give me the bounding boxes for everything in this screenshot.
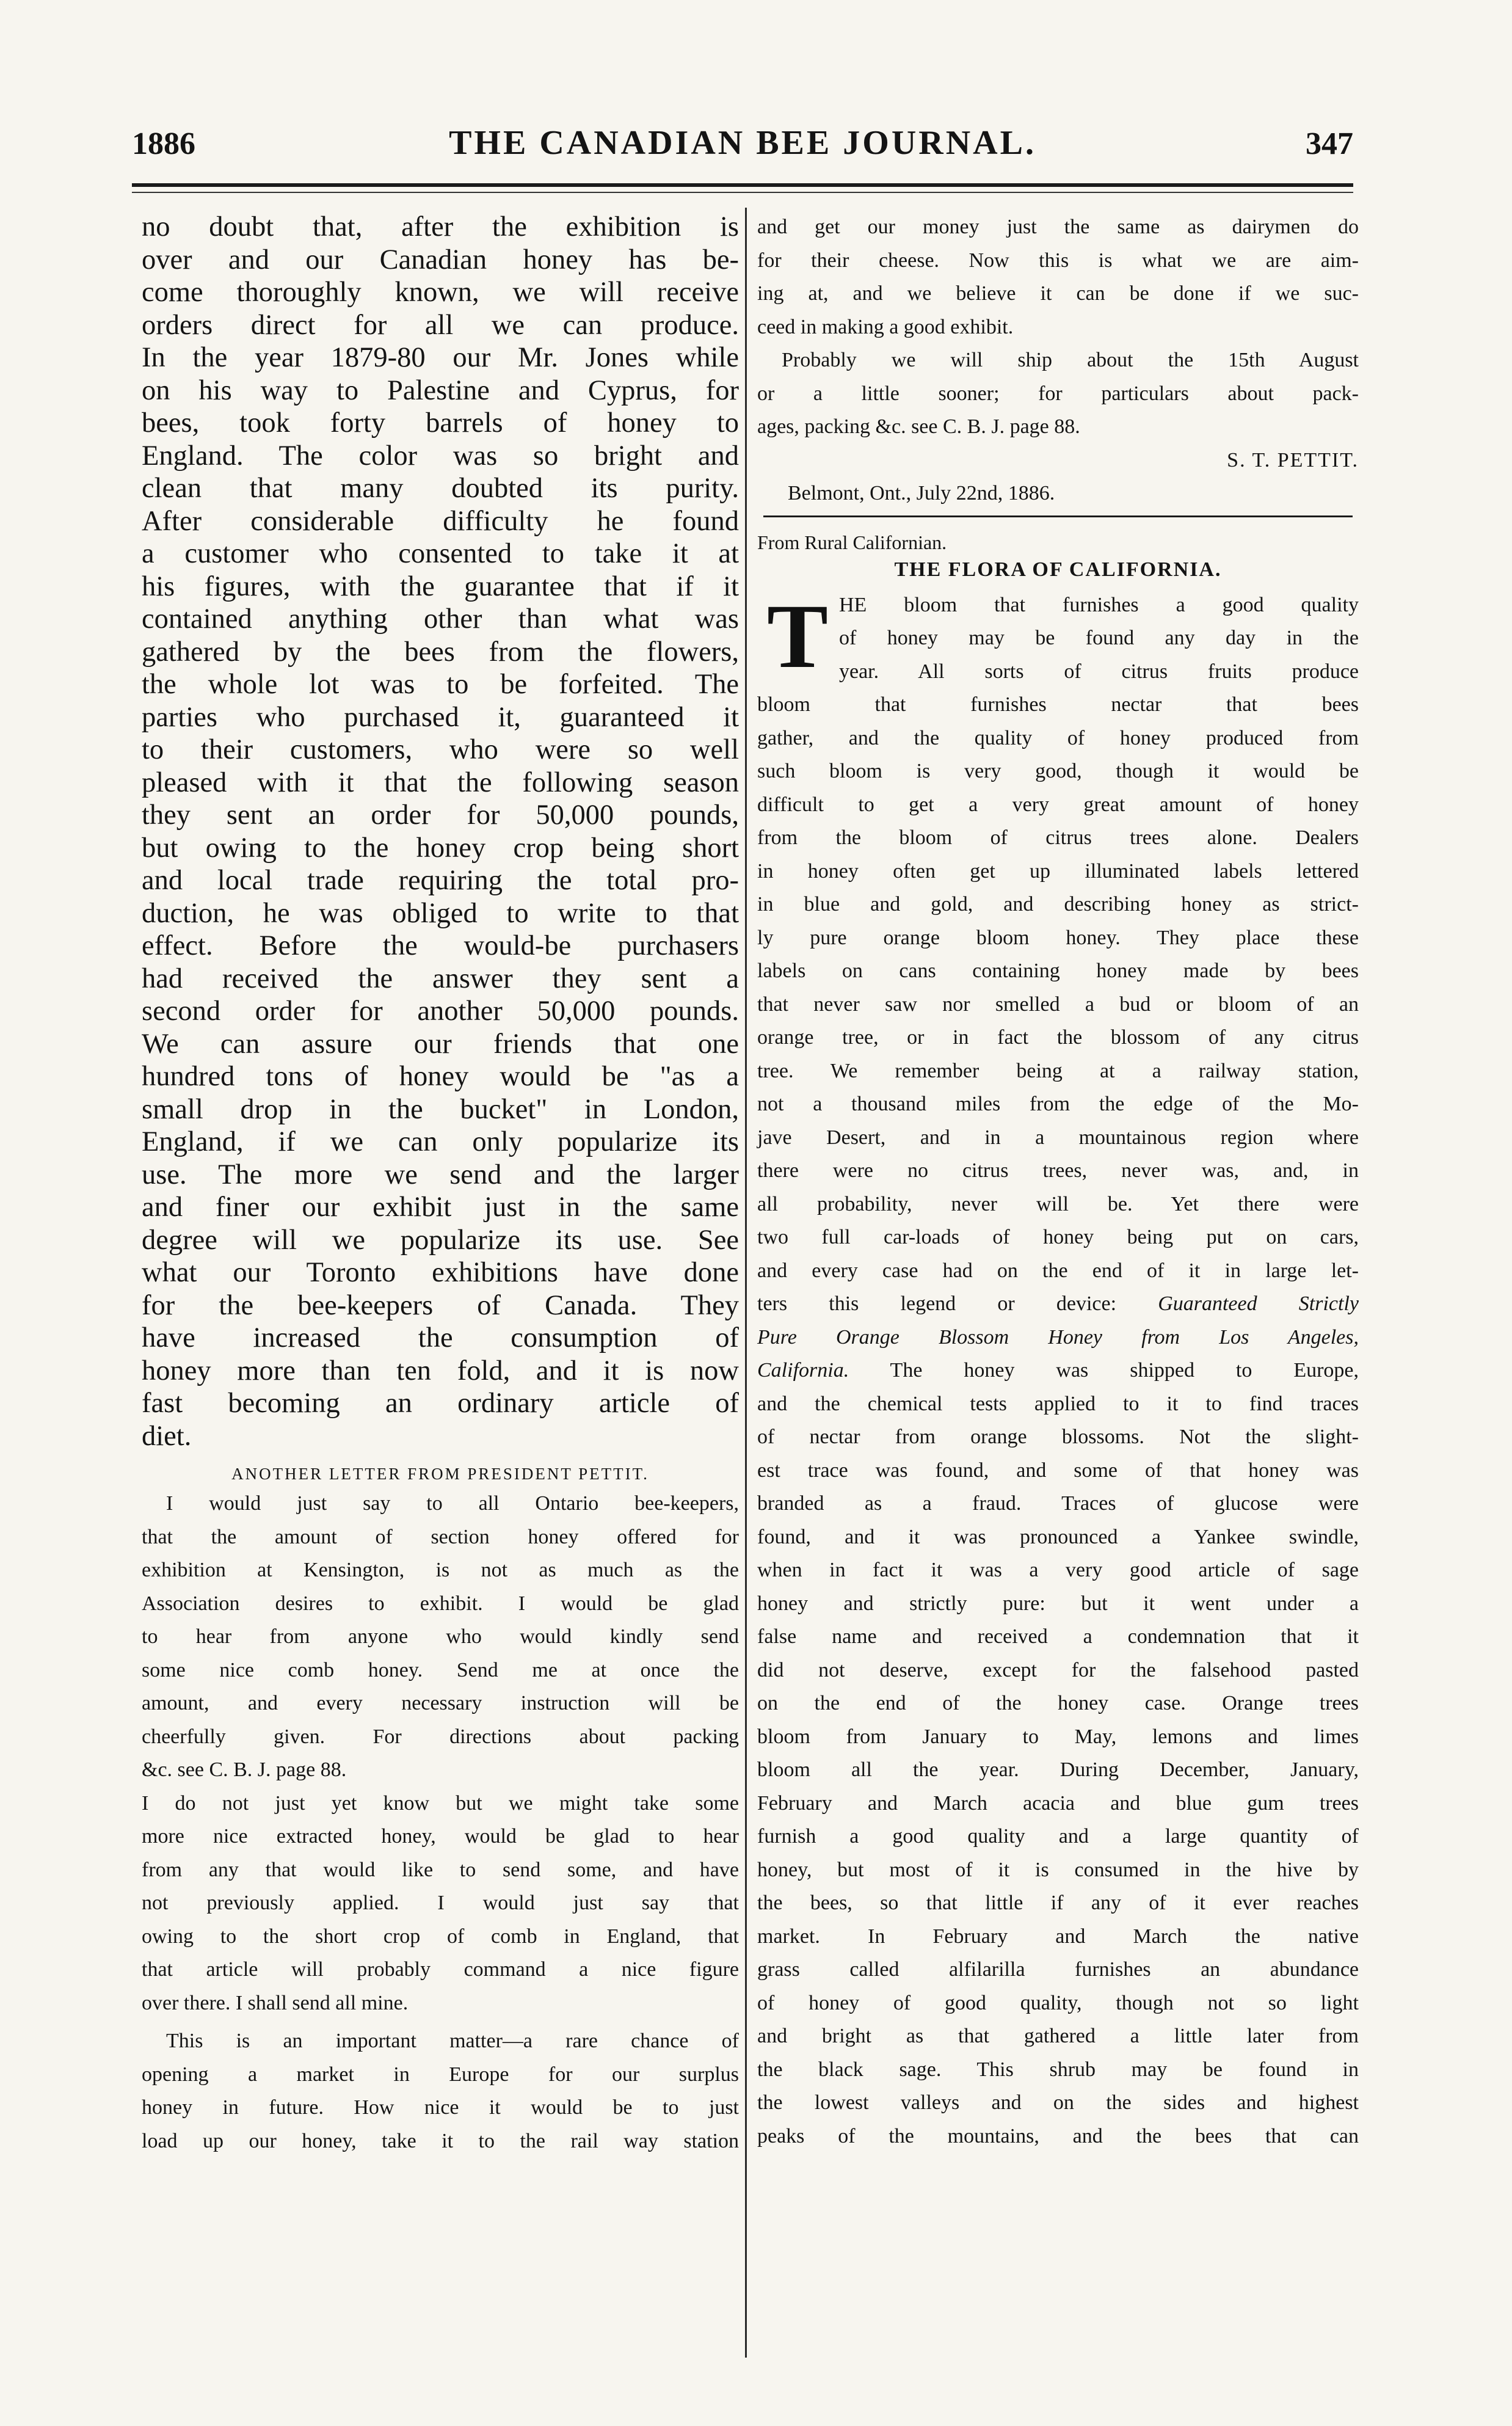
text-line: his figures, with the guarantee that if it <box>142 570 739 602</box>
text-line: that article will probably command a nice figure <box>142 1958 739 1981</box>
text-line: and bright as that gathered a little later from <box>757 2025 1359 2047</box>
text-line: honey in future. How nice it would be to just <box>142 2096 739 2119</box>
right-column <box>757 211 1359 2153</box>
text-line: jave Desert, and in a mountainous region where <box>757 1126 1359 1149</box>
text-line: gather, and the quality of honey produced from <box>757 726 1359 749</box>
text-line: February and March acacia and blue gum trees <box>757 1791 1359 1815</box>
text-line: and local trade requiring the total pro- <box>142 865 739 896</box>
legend-line-1 <box>757 1288 1359 1321</box>
text-line: come thoroughly known, we will receive <box>142 277 739 308</box>
text-line: what our Toronto exhibitions have done <box>142 1257 739 1288</box>
text-line: &c. see C. B. J. page 88. <box>142 1758 347 1781</box>
text-line: such bloom is very good, though it would be <box>757 760 1359 782</box>
text-line: of honey may be found any day in the <box>839 627 1359 649</box>
text-line: for the bee-keepers of Canada. They <box>142 1289 739 1321</box>
shipping-paragraph <box>757 344 1359 444</box>
text-line: the lowest valleys and on the sides and highest <box>757 2091 1359 2114</box>
text-line: ly pure orange bloom honey. They place these <box>757 926 1359 949</box>
text-line: the black sage. This shrub may be found in <box>757 2058 1359 2081</box>
rule-bar <box>763 515 1353 517</box>
text-line: ing at, and we believe it can be done if we suc- <box>757 282 1359 305</box>
text-line: I do not just yet know but we might take some <box>142 1791 739 1815</box>
article-body <box>757 585 1359 2154</box>
text-line: small drop in the bucket" in London, <box>142 1093 739 1125</box>
text-line: orders direct for all we can produce. <box>142 309 739 341</box>
text-line: and finer our exhibit just in the same <box>142 1192 739 1223</box>
text-line: false name and received a condemnation that it <box>757 1625 1359 1648</box>
text-line: from the bloom of citrus trees alone. Dealers <box>757 826 1359 849</box>
article-body-lines <box>757 722 1359 1288</box>
legend-line-3 <box>757 1354 1359 1388</box>
text-line: that the amount of section honey offered for <box>142 1525 739 1548</box>
text-line: on the end of the honey case. Orange trees <box>757 1692 1359 1714</box>
text-line: hundred tons of honey would be "as a <box>142 1061 739 1092</box>
text-line: not a thousand miles from the edge of the Mo- <box>757 1093 1359 1115</box>
text-line: have increased the consumption of <box>142 1322 739 1353</box>
editorial-paragraph <box>142 211 739 1452</box>
text-line: contained anything other than what was <box>142 603 739 635</box>
text-line: for their cheese. Now this is what we are aim- <box>757 249 1359 272</box>
text-line: amount, and every necessary instruction will be <box>142 1692 739 1714</box>
text-line: HE bloom that furnishes a good quality <box>839 593 1359 616</box>
text-line: a customer who consented to take it at <box>142 538 739 569</box>
article-source: From Rural Californian. <box>757 531 947 553</box>
section-subheading: ANOTHER LETTER FROM PRESIDENT PETTIT. <box>231 1465 649 1483</box>
text-line: England, if we can only popularize its <box>142 1126 739 1157</box>
journal-title: THE CANADIAN BEE JOURNAL. <box>449 124 1036 162</box>
text-line: England. The color was so bright and <box>142 440 739 472</box>
drop-cap-lines <box>757 585 1359 722</box>
text-line: difficult to get a very great amount of honey <box>757 793 1359 816</box>
signature: S. T. PETTIT. <box>1227 448 1359 472</box>
text-line: owing to the short crop of comb in England, that <box>142 1925 739 1948</box>
text-line: pleased with it that the following season <box>142 767 739 798</box>
text-line: and every case had on the end of it in large let- <box>757 1259 1359 1282</box>
text-line: We can assure our friends that one <box>142 1028 739 1060</box>
page-number: 347 <box>1306 126 1353 161</box>
text-line: the whole lot was to be forfeited. The <box>142 669 739 700</box>
text-line: or a little sooner; for particulars about pack- <box>757 382 1359 405</box>
legend-after: The honey was shipped to Europe, <box>890 1359 1359 1382</box>
text-line: second order for another 50,000 pounds. <box>142 996 739 1027</box>
text-line: bloom all the year. During December, January, <box>757 1758 1359 1781</box>
text-line: not previously applied. I would just say that <box>142 1892 739 1914</box>
text-line: furnish a good quality and a large quantity of <box>757 1825 1359 1848</box>
text-line: effect. Before the would-be purchasers <box>142 930 739 961</box>
text-line: there were no citrus trees, never was, and, in <box>757 1159 1359 1182</box>
text-line: but owing to the honey crop being short <box>142 832 739 864</box>
text-line: duction, he was obliged to write to that <box>142 897 739 929</box>
text-line: cheerfully given. For directions about packing <box>142 1725 739 1748</box>
text-line: that never saw nor smelled a bud or bloom of an <box>757 993 1359 1016</box>
text-line: use. The more we send and the larger <box>142 1159 739 1190</box>
text-line: clean that many doubted its purity. <box>142 473 739 504</box>
text-line: parties who purchased it, guaranteed it <box>142 701 739 733</box>
text-line: did not deserve, except for the falsehood pasted <box>757 1658 1359 1681</box>
text-line: I would just say to all Ontario bee-keepers, <box>166 1492 739 1515</box>
text-line: After considerable difficulty he found <box>142 505 739 537</box>
text-line: ages, packing &c. see C. B. J. page 88. <box>757 415 1080 438</box>
legend-italic-1: Guaranteed Strictly <box>1158 1292 1359 1315</box>
drop-cap: T <box>766 585 829 687</box>
text-line: load up our honey, take it to the rail way station <box>142 2129 739 2152</box>
text-line: fast becoming an ordinary article of <box>142 1388 739 1419</box>
text-line: labels on cans containing honey made by bees <box>757 960 1359 982</box>
text-line: diet. <box>142 1420 192 1452</box>
text-line: two full car-loads of honey being put on cars, <box>757 1226 1359 1248</box>
text-line: of honey of good quality, though not so light <box>757 1991 1359 2014</box>
text-line: est trace was found, and some of that honey was <box>757 1459 1359 1482</box>
text-line: exhibition at Kensington, is not as much as the <box>142 1559 739 1581</box>
text-line: to hear from anyone who would kindly send <box>142 1625 739 1648</box>
text-line: This is an important matter—a rare chance of <box>166 2030 739 2052</box>
text-line: degree will we popularize its use. See <box>142 1224 739 1256</box>
text-line: on his way to Palestine and Cyprus, for <box>142 374 739 406</box>
text-line: gathered by the bees from the flowers, <box>142 636 739 668</box>
text-line: no doubt that, after the exhibition is <box>142 211 739 242</box>
editorial-closing-paragraph <box>142 2025 739 2158</box>
text-line: had received the answer they sent a <box>142 963 739 994</box>
dateline: Belmont, Ont., July 22nd, 1886. <box>788 482 1055 505</box>
column-divider <box>745 208 747 2358</box>
text-line: in blue and gold, and describing honey as strict- <box>757 893 1359 916</box>
left-column <box>142 211 739 2158</box>
text-line: orange tree, or in fact the blossom of any citrus <box>757 1026 1359 1049</box>
text-line: over and our Canadian honey has be- <box>142 244 739 275</box>
text-line: they sent an order for 50,000 pounds, <box>142 800 739 831</box>
text-line: bloom that furnishes nectar that bees <box>757 693 1359 716</box>
running-header <box>132 122 1353 171</box>
text-line: Association desires to exhibit. I would be glad <box>142 1592 739 1615</box>
text-line: peaks of the mountains, and the bees that can <box>757 2124 1359 2147</box>
text-line: honey more than ten fold, and it is now <box>142 1355 739 1386</box>
text-line: opening a market in Europe for our surplus <box>142 2063 739 2086</box>
text-line: bloom from January to May, lemons and limes <box>757 1725 1359 1748</box>
text-line: honey and strictly pure: but it went under a <box>757 1592 1359 1615</box>
text-line: some nice comb honey. Send me at once the <box>142 1658 739 1681</box>
text-line: year. All sorts of citrus fruits produce <box>839 660 1359 683</box>
text-line: tree. We remember being at a railway station, <box>757 1059 1359 1082</box>
text-line: and get our money just the same as dairymen do <box>757 216 1359 238</box>
ornamental-rule <box>757 513 1359 528</box>
text-line: found, and it was pronounced a Yankee swindle, <box>757 1525 1359 1548</box>
letter-paragraph-1 <box>142 1487 739 1787</box>
text-line: from any that would like to send some, and have <box>142 1858 739 1881</box>
legend-italic-3: California. <box>757 1359 849 1382</box>
legend-intro-end: ters this legend or device: <box>757 1292 1158 1315</box>
text-line: all probability, never will be. Yet there were <box>757 1192 1359 1215</box>
header-rule <box>132 183 1353 187</box>
continued-paragraph <box>757 211 1359 344</box>
text-line: the bees, so that little if any of it ever reaches <box>757 1892 1359 1914</box>
text-line: honey, but most of it is consumed in the hive by <box>757 1858 1359 1881</box>
signature-block <box>757 444 1359 511</box>
text-line: over there. I shall send all mine. <box>142 1991 409 2014</box>
text-line: more nice extracted honey, would be glad to hear <box>142 1825 739 1848</box>
text-line: of nectar from orange blossoms. Not the slight- <box>757 1426 1359 1448</box>
text-line: to their customers, who were so well <box>142 734 739 765</box>
text-line: bees, took forty barrels of honey to <box>142 407 739 439</box>
article-body-continued <box>757 1388 1359 2154</box>
header-rule-thin <box>132 192 1353 193</box>
letter-paragraph-2 <box>142 1787 739 2020</box>
text-line: In the year 1879-80 our Mr. Jones while <box>142 342 739 373</box>
text-line: grass called alfilarilla furnishes an abundance <box>757 1958 1359 1981</box>
text-line: when in fact it was a very good article of sage <box>757 1559 1359 1581</box>
text-line: Probably we will ship about the 15th August <box>782 349 1359 371</box>
text-line: branded as a fraud. Traces of glucose were <box>757 1492 1359 1515</box>
legend-italic-2: Pure Orange Blossom Honey from Los Angeles, <box>757 1325 1359 1349</box>
header-year: 1886 <box>132 126 195 161</box>
text-line: market. In February and March the native <box>757 1925 1359 1948</box>
article-title: THE FLORA OF CALIFORNIA. <box>894 558 1222 581</box>
text-line: ceed in making a good exhibit. <box>757 315 1014 338</box>
text-line: in honey often get up illuminated labels lettered <box>757 859 1359 883</box>
text-line: and the chemical tests applied to it to find traces <box>757 1392 1359 1415</box>
